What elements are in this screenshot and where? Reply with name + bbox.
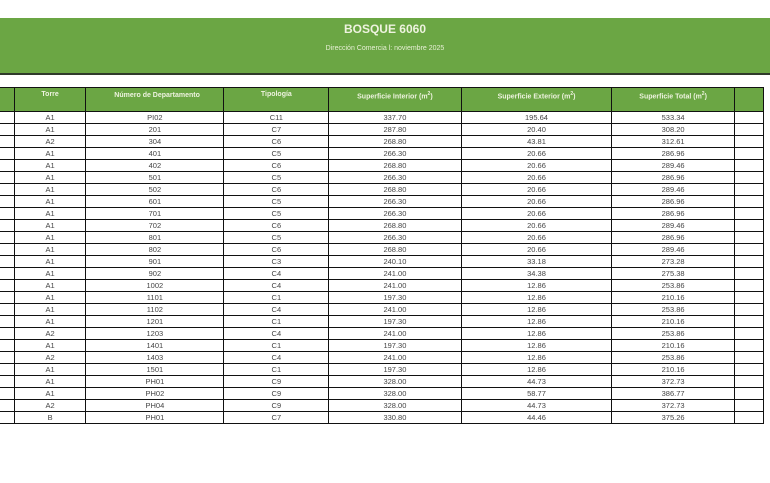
cell-superficie-exterior: 12.86: [461, 340, 612, 352]
cell-torre: A1: [14, 376, 85, 388]
row-stub-cell: [0, 316, 14, 328]
cell-superficie-exterior: 12.86: [461, 304, 612, 316]
row-extra-cell: [734, 256, 763, 268]
table-row: [0, 124, 764, 136]
column-header-numero-departamento: Número de Departamento: [86, 88, 224, 112]
row-extra-cell: [734, 304, 763, 316]
cell-superficie-interior: 268.80: [329, 244, 461, 256]
table-row: [0, 328, 764, 340]
cell-superficie-interior: 266.30: [329, 148, 461, 160]
cell-superficie-total: 375.26: [612, 412, 734, 424]
cell-torre: A1: [14, 244, 85, 256]
cell-superficie-interior: 241.00: [329, 304, 461, 316]
row-stub-cell: [0, 364, 14, 376]
cell-numero-departamento: 304: [86, 136, 224, 148]
cell-numero-departamento: 902: [86, 268, 224, 280]
cell-superficie-total: 289.46: [612, 160, 734, 172]
row-extra-cell: [734, 388, 763, 400]
cell-superficie-exterior: 20.66: [461, 172, 612, 184]
row-stub-cell: [0, 208, 14, 220]
cell-superficie-total: 286.96: [612, 196, 734, 208]
cell-tipologia: C9: [224, 376, 329, 388]
cell-superficie-total: 289.46: [612, 220, 734, 232]
cell-tipologia: C4: [224, 268, 329, 280]
table-row: [0, 388, 764, 400]
row-stub-cell: [0, 148, 14, 160]
cell-superficie-total: 253.86: [612, 352, 734, 364]
table-row: [0, 316, 764, 328]
row-stub-cell: [0, 232, 14, 244]
cell-superficie-interior: 266.30: [329, 232, 461, 244]
cell-tipologia: C7: [224, 412, 329, 424]
cell-numero-departamento: PI02: [86, 112, 224, 124]
row-stub-cell: [0, 124, 14, 136]
cell-numero-departamento: 1201: [86, 316, 224, 328]
cell-torre: B: [14, 412, 85, 424]
cell-superficie-exterior: 20.66: [461, 196, 612, 208]
row-stub-cell: [0, 412, 14, 424]
cell-superficie-exterior: 34.38: [461, 268, 612, 280]
column-header-label: Superficie Interior (m: [357, 93, 428, 101]
cell-tipologia: C1: [224, 292, 329, 304]
cell-numero-departamento: 401: [86, 148, 224, 160]
cell-superficie-total: 273.28: [612, 256, 734, 268]
row-extra-cell: [734, 124, 763, 136]
row-stub-cell: [0, 292, 14, 304]
cell-torre: A1: [14, 280, 85, 292]
row-extra-cell: [734, 160, 763, 172]
page-title: BOSQUE 6060: [343, 22, 427, 36]
units-table: [0, 87, 764, 424]
column-header-close: ): [430, 93, 433, 101]
cell-numero-departamento: 501: [86, 172, 224, 184]
cell-superficie-interior: 197.30: [329, 292, 461, 304]
cell-superficie-exterior: 58.77: [461, 388, 612, 400]
table-row: [0, 244, 764, 256]
cell-superficie-total: 312.61: [612, 136, 734, 148]
cell-numero-departamento: 701: [86, 208, 224, 220]
cell-tipologia: C5: [224, 148, 329, 160]
cell-torre: A1: [14, 160, 85, 172]
cell-superficie-exterior: 20.66: [461, 148, 612, 160]
table-row: [0, 208, 764, 220]
column-header-label: Superficie Total (m: [639, 93, 702, 101]
cell-numero-departamento: PH04: [86, 400, 224, 412]
cell-superficie-interior: 268.80: [329, 184, 461, 196]
cell-superficie-interior: 337.70: [329, 112, 461, 124]
cell-superficie-total: 308.20: [612, 124, 734, 136]
cell-superficie-interior: 328.00: [329, 388, 461, 400]
row-stub-cell: [0, 376, 14, 388]
row-stub-cell: [0, 172, 14, 184]
table-row: [0, 160, 764, 172]
cell-superficie-total: 210.16: [612, 364, 734, 376]
cell-superficie-interior: 268.80: [329, 136, 461, 148]
cell-torre: A1: [14, 268, 85, 280]
row-extra-cell: [734, 364, 763, 376]
cell-torre: A2: [14, 352, 85, 364]
cell-numero-departamento: 1203: [86, 328, 224, 340]
cell-superficie-interior: 241.00: [329, 280, 461, 292]
cell-tipologia: C6: [224, 220, 329, 232]
row-extra-cell: [734, 376, 763, 388]
table-row: [0, 376, 764, 388]
cell-numero-departamento: 1401: [86, 340, 224, 352]
cell-superficie-interior: 328.00: [329, 376, 461, 388]
cell-torre: A1: [14, 256, 85, 268]
cell-superficie-exterior: 44.73: [461, 400, 612, 412]
row-extra-cell: [734, 232, 763, 244]
cell-superficie-total: 210.16: [612, 340, 734, 352]
cell-numero-departamento: 402: [86, 160, 224, 172]
cell-torre: A1: [14, 232, 85, 244]
cell-superficie-total: 533.34: [612, 112, 734, 124]
cell-torre: A1: [14, 172, 85, 184]
cell-torre: A1: [14, 124, 85, 136]
table-row: [0, 292, 764, 304]
cell-superficie-total: 253.86: [612, 280, 734, 292]
cell-tipologia: C5: [224, 196, 329, 208]
row-extra-cell: [734, 280, 763, 292]
cell-superficie-exterior: 33.18: [461, 256, 612, 268]
cell-torre: A1: [14, 208, 85, 220]
row-extra-cell: [734, 220, 763, 232]
column-header-label: Superficie Exterior (m: [497, 93, 571, 101]
cell-numero-departamento: 1403: [86, 352, 224, 364]
cell-numero-departamento: 1101: [86, 292, 224, 304]
table-row: [0, 352, 764, 364]
page-subtitle: Dirección Comercia l: noviembre 2025: [325, 45, 445, 52]
row-extra-cell: [734, 316, 763, 328]
cell-numero-departamento: 702: [86, 220, 224, 232]
cell-superficie-exterior: 20.66: [461, 244, 612, 256]
cell-superficie-total: 289.46: [612, 244, 734, 256]
table-row: [0, 412, 764, 424]
cell-tipologia: C1: [224, 340, 329, 352]
cell-torre: A1: [14, 292, 85, 304]
cell-superficie-total: 286.96: [612, 232, 734, 244]
cell-superficie-interior: 197.30: [329, 364, 461, 376]
table-row: [0, 232, 764, 244]
cell-superficie-total: 289.46: [612, 184, 734, 196]
row-extra-cell: [734, 292, 763, 304]
row-stub-cell: [0, 340, 14, 352]
cell-superficie-interior: 266.30: [329, 196, 461, 208]
cell-superficie-exterior: 44.46: [461, 412, 612, 424]
column-header-torre: Torre: [14, 88, 85, 112]
cell-superficie-interior: 268.80: [329, 220, 461, 232]
cell-superficie-interior: 197.30: [329, 316, 461, 328]
cell-superficie-exterior: 12.86: [461, 280, 612, 292]
cell-tipologia: C3: [224, 256, 329, 268]
cell-torre: A1: [14, 112, 85, 124]
cell-tipologia: C6: [224, 136, 329, 148]
cell-numero-departamento: 901: [86, 256, 224, 268]
cell-superficie-interior: 266.30: [329, 172, 461, 184]
cell-superficie-interior: 241.00: [329, 268, 461, 280]
cell-superficie-exterior: 20.66: [461, 184, 612, 196]
table-row: [0, 340, 764, 352]
superscript: 2: [427, 91, 431, 97]
cell-numero-departamento: PH01: [86, 376, 224, 388]
row-extra-cell: [734, 172, 763, 184]
cell-torre: A1: [14, 148, 85, 160]
cell-superficie-exterior: 20.66: [461, 160, 612, 172]
table-body: [0, 112, 764, 424]
table-row: [0, 364, 764, 376]
cell-torre: A1: [14, 220, 85, 232]
cell-numero-departamento: 1102: [86, 304, 224, 316]
column-header-tipologia: Tipología: [224, 88, 329, 112]
cell-numero-departamento: 1002: [86, 280, 224, 292]
cell-superficie-exterior: 12.86: [461, 352, 612, 364]
cell-tipologia: C11: [224, 112, 329, 124]
cell-tipologia: C4: [224, 304, 329, 316]
cell-tipologia: C6: [224, 244, 329, 256]
row-extra-cell: [734, 148, 763, 160]
row-extra-cell: [734, 340, 763, 352]
table-row: [0, 172, 764, 184]
column-header-close: ): [573, 93, 576, 101]
table-row: [0, 184, 764, 196]
cell-tipologia: C5: [224, 208, 329, 220]
cell-superficie-total: 210.16: [612, 316, 734, 328]
cell-tipologia: C6: [224, 160, 329, 172]
cell-tipologia: C1: [224, 316, 329, 328]
cell-superficie-interior: 287.80: [329, 124, 461, 136]
cell-superficie-total: 253.86: [612, 304, 734, 316]
cell-superficie-interior: 268.80: [329, 160, 461, 172]
row-extra-cell: [734, 136, 763, 148]
row-stub-cell: [0, 328, 14, 340]
cell-superficie-interior: 241.00: [329, 352, 461, 364]
row-stub-cell: [0, 400, 14, 412]
column-header-close: ): [704, 93, 707, 101]
row-extra-cell: [734, 196, 763, 208]
header-extra-cell: [734, 88, 763, 112]
header-stub-cell: [0, 88, 14, 112]
column-header-superficie-interior: [329, 88, 461, 112]
table-row: [0, 196, 764, 208]
superscript: 2: [701, 91, 705, 97]
cell-superficie-interior: 197.30: [329, 340, 461, 352]
cell-superficie-exterior: 20.66: [461, 208, 612, 220]
row-stub-cell: [0, 220, 14, 232]
cell-numero-departamento: 802: [86, 244, 224, 256]
row-extra-cell: [734, 352, 763, 364]
table-row: [0, 280, 764, 292]
cell-tipologia: C5: [224, 232, 329, 244]
cell-superficie-exterior: 12.86: [461, 316, 612, 328]
column-header-superficie-exterior: [461, 88, 612, 112]
cell-numero-departamento: PH01: [86, 412, 224, 424]
cell-tipologia: C4: [224, 352, 329, 364]
cell-superficie-exterior: 20.66: [461, 232, 612, 244]
cell-superficie-exterior: 195.64: [461, 112, 612, 124]
cell-tipologia: C9: [224, 388, 329, 400]
row-stub-cell: [0, 256, 14, 268]
row-stub-cell: [0, 112, 14, 124]
table-row: [0, 400, 764, 412]
cell-tipologia: C4: [224, 328, 329, 340]
table-row: [0, 112, 764, 124]
row-stub-cell: [0, 268, 14, 280]
cell-superficie-interior: 266.30: [329, 208, 461, 220]
row-stub-cell: [0, 388, 14, 400]
table-row: [0, 268, 764, 280]
row-stub-cell: [0, 352, 14, 364]
cell-superficie-interior: 240.10: [329, 256, 461, 268]
cell-superficie-total: 253.86: [612, 328, 734, 340]
cell-tipologia: C1: [224, 364, 329, 376]
cell-superficie-exterior: 12.86: [461, 292, 612, 304]
row-extra-cell: [734, 244, 763, 256]
table-row: [0, 304, 764, 316]
cell-superficie-interior: 241.00: [329, 328, 461, 340]
row-extra-cell: [734, 268, 763, 280]
cell-tipologia: C6: [224, 184, 329, 196]
row-stub-cell: [0, 184, 14, 196]
cell-superficie-exterior: 20.40: [461, 124, 612, 136]
cell-superficie-exterior: 12.86: [461, 364, 612, 376]
cell-tipologia: C7: [224, 124, 329, 136]
cell-numero-departamento: 1501: [86, 364, 224, 376]
cell-superficie-total: 372.73: [612, 400, 734, 412]
title-banner: [0, 18, 770, 75]
cell-numero-departamento: 801: [86, 232, 224, 244]
row-stub-cell: [0, 304, 14, 316]
cell-superficie-exterior: 44.73: [461, 376, 612, 388]
cell-tipologia: C5: [224, 172, 329, 184]
table-row: [0, 148, 764, 160]
cell-superficie-total: 275.38: [612, 268, 734, 280]
superscript: 2: [570, 91, 574, 97]
cell-torre: A1: [14, 184, 85, 196]
row-stub-cell: [0, 160, 14, 172]
cell-superficie-exterior: 43.81: [461, 136, 612, 148]
row-stub-cell: [0, 136, 14, 148]
column-header-superficie-total: [612, 88, 734, 112]
cell-numero-departamento: 201: [86, 124, 224, 136]
cell-torre: A1: [14, 196, 85, 208]
cell-tipologia: C4: [224, 280, 329, 292]
table-row: [0, 256, 764, 268]
cell-superficie-total: 286.96: [612, 208, 734, 220]
row-extra-cell: [734, 412, 763, 424]
cell-superficie-total: 386.77: [612, 388, 734, 400]
table-row: [0, 136, 764, 148]
cell-superficie-total: 372.73: [612, 376, 734, 388]
cell-superficie-total: 286.96: [612, 172, 734, 184]
cell-superficie-exterior: 20.66: [461, 220, 612, 232]
cell-torre: A1: [14, 340, 85, 352]
cell-torre: A2: [14, 400, 85, 412]
cell-torre: A2: [14, 328, 85, 340]
cell-tipologia: C9: [224, 400, 329, 412]
cell-superficie-total: 286.96: [612, 148, 734, 160]
row-extra-cell: [734, 208, 763, 220]
row-extra-cell: [734, 328, 763, 340]
cell-torre: A1: [14, 364, 85, 376]
cell-torre: A1: [14, 304, 85, 316]
cell-superficie-interior: 328.00: [329, 400, 461, 412]
cell-numero-departamento: 502: [86, 184, 224, 196]
row-extra-cell: [734, 400, 763, 412]
row-extra-cell: [734, 184, 763, 196]
row-extra-cell: [734, 112, 763, 124]
row-stub-cell: [0, 196, 14, 208]
cell-superficie-exterior: 12.86: [461, 328, 612, 340]
table-row: [0, 220, 764, 232]
row-stub-cell: [0, 280, 14, 292]
cell-torre: A2: [14, 136, 85, 148]
cell-superficie-total: 210.16: [612, 292, 734, 304]
row-stub-cell: [0, 244, 14, 256]
cell-superficie-interior: 330.80: [329, 412, 461, 424]
cell-torre: A1: [14, 316, 85, 328]
table-header-row: [0, 88, 764, 112]
cell-torre: A1: [14, 388, 85, 400]
cell-numero-departamento: 601: [86, 196, 224, 208]
cell-numero-departamento: PH02: [86, 388, 224, 400]
